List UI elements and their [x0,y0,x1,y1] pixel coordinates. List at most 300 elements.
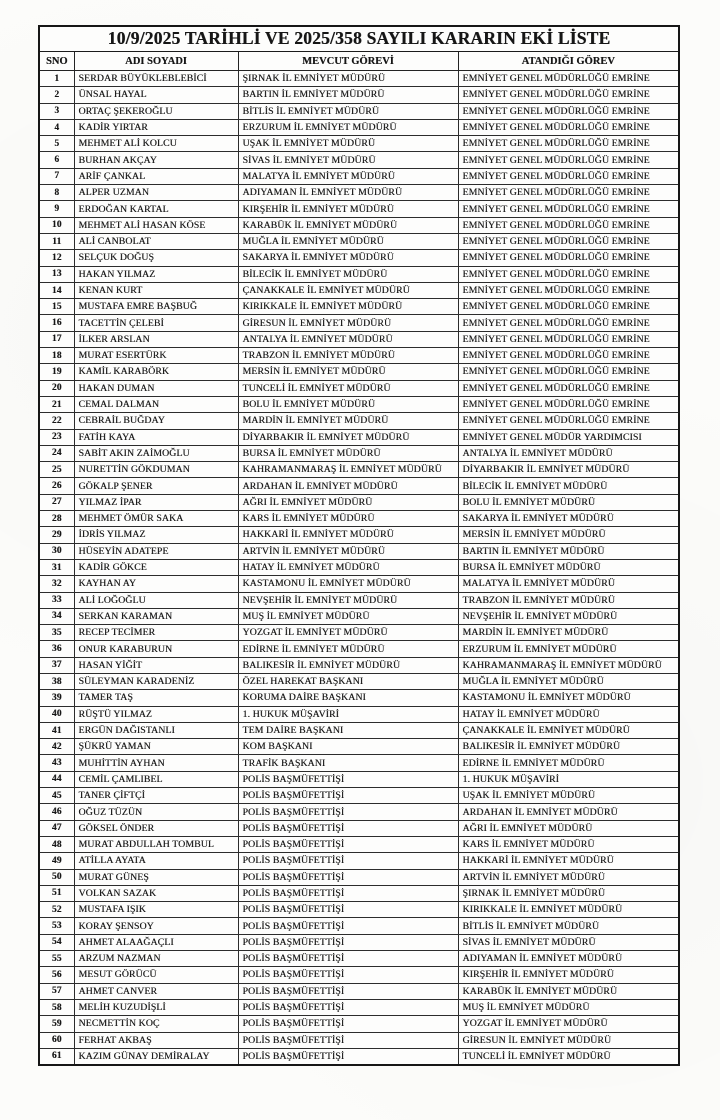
current-duty-cell: ANTALYA İL EMNİYET MÜDÜRÜ [238,331,458,347]
current-duty-cell: MUĞLA İL EMNİYET MÜDÜRÜ [238,233,458,249]
table-row [39,511,679,527]
assigned-duty-cell: EMNİYET GENEL MÜDÜRLÜĞÜ EMRİNE [458,348,679,364]
assigned-duty-cell: EMNİYET GENEL MÜDÜRLÜĞÜ EMRİNE [458,185,679,201]
table-row [39,592,679,608]
person-name-cell: CEMAL DALMAN [74,396,238,412]
row-number-cell: 4 [39,119,74,135]
current-duty-cell: KAHRAMANMARAŞ İL EMNİYET MÜDÜRÜ [238,462,458,478]
assigned-duty-cell: HATAY İL EMNİYET MÜDÜRÜ [458,706,679,722]
table-row [39,657,679,673]
table-row [39,136,679,152]
assigned-duty-cell: 1. HUKUK MÜŞAVİRİ [458,771,679,787]
assigned-duty-cell: ANTALYA İL EMNİYET MÜDÜRÜ [458,445,679,461]
assigned-duty-cell: EMNİYET GENEL MÜDÜRLÜĞÜ EMRİNE [458,413,679,429]
person-name-cell: FATİH KAYA [74,429,238,445]
assigned-duty-cell: EMNİYET GENEL MÜDÜRLÜĞÜ EMRİNE [458,87,679,103]
table-row [39,853,679,869]
table-row [39,934,679,950]
row-number-cell: 53 [39,918,74,934]
row-number-cell: 21 [39,396,74,412]
current-duty-cell: POLİS BAŞMÜFETTİŞİ [238,820,458,836]
table-row [39,103,679,119]
row-number-cell: 5 [39,136,74,152]
assigned-duty-cell: BURSA İL EMNİYET MÜDÜRÜ [458,559,679,575]
assigned-duty-cell: KIRIKKALE İL EMNİYET MÜDÜRÜ [458,902,679,918]
current-duty-cell: BARTIN İL EMNİYET MÜDÜRÜ [238,87,458,103]
assigned-duty-cell: TUNCELİ İL EMNİYET MÜDÜRÜ [458,1048,679,1065]
assigned-duty-cell: ÇANAKKALE İL EMNİYET MÜDÜRÜ [458,722,679,738]
current-duty-cell: NEVŞEHİR İL EMNİYET MÜDÜRÜ [238,592,458,608]
assigned-duty-cell: KASTAMONU İL EMNİYET MÜDÜRÜ [458,690,679,706]
table-row [39,380,679,396]
row-number-cell: 45 [39,788,74,804]
row-number-cell: 39 [39,690,74,706]
table-row [39,999,679,1015]
person-name-cell: SERKAN KARAMAN [74,608,238,624]
row-number-cell: 2 [39,87,74,103]
person-name-cell: NURETTİN GÖKDUMAN [74,462,238,478]
person-name-cell: RÜŞTÜ YILMAZ [74,706,238,722]
current-duty-cell: 1. HUKUK MÜŞAVİRİ [238,706,458,722]
table-row [39,462,679,478]
table-row [39,755,679,771]
table-row [39,527,679,543]
table-row [39,201,679,217]
current-duty-cell: POLİS BAŞMÜFETTİŞİ [238,951,458,967]
current-duty-cell: GİRESUN İL EMNİYET MÜDÜRÜ [238,315,458,331]
table-row [39,119,679,135]
table-row [39,299,679,315]
column-header-sno: SNO [39,52,74,71]
table-row [39,706,679,722]
person-name-cell: AHMET CANVER [74,983,238,999]
current-duty-cell: EDİRNE İL EMNİYET MÜDÜRÜ [238,641,458,657]
table-row [39,918,679,934]
row-number-cell: 17 [39,331,74,347]
table-row [39,331,679,347]
assigned-duty-cell: EMNİYET GENEL MÜDÜRLÜĞÜ EMRİNE [458,152,679,168]
current-duty-cell: SİVAS İL EMNİYET MÜDÜRÜ [238,152,458,168]
table-row [39,885,679,901]
table-row [39,608,679,624]
assigned-duty-cell: MERSİN İL EMNİYET MÜDÜRÜ [458,527,679,543]
current-duty-cell: POLİS BAŞMÜFETTİŞİ [238,804,458,820]
current-duty-cell: ARDAHAN İL EMNİYET MÜDÜRÜ [238,478,458,494]
person-name-cell: ONUR KARABURUN [74,641,238,657]
row-number-cell: 46 [39,804,74,820]
assigned-duty-cell: NEVŞEHİR İL EMNİYET MÜDÜRÜ [458,608,679,624]
assigned-duty-cell: SİVAS İL EMNİYET MÜDÜRÜ [458,934,679,950]
row-number-cell: 18 [39,348,74,364]
table-row [39,1016,679,1032]
row-number-cell: 59 [39,1016,74,1032]
current-duty-cell: BİLECİK İL EMNİYET MÜDÜRÜ [238,266,458,282]
assigned-duty-cell: EMNİYET GENEL MÜDÜRLÜĞÜ EMRİNE [458,315,679,331]
person-name-cell: CEMİL ÇAMLIBEL [74,771,238,787]
person-name-cell: MUHİTTİN AYHAN [74,755,238,771]
person-name-cell: MUSTAFA EMRE BAŞBUĞ [74,299,238,315]
person-name-cell: VOLKAN SAZAK [74,885,238,901]
table-row [39,266,679,282]
person-name-cell: KAYHAN AY [74,576,238,592]
row-number-cell: 11 [39,233,74,249]
row-number-cell: 19 [39,364,74,380]
current-duty-cell: KIRŞEHİR İL EMNİYET MÜDÜRÜ [238,201,458,217]
current-duty-cell: UŞAK İL EMNİYET MÜDÜRÜ [238,136,458,152]
assigned-duty-cell: ADIYAMAN İL EMNİYET MÜDÜRÜ [458,951,679,967]
assigned-duty-cell: KARS İL EMNİYET MÜDÜRÜ [458,836,679,852]
assigned-duty-cell: EMNİYET GENEL MÜDÜRLÜĞÜ EMRİNE [458,266,679,282]
assigned-duty-cell: EMNİYET GENEL MÜDÜRLÜĞÜ EMRİNE [458,396,679,412]
person-name-cell: ERGÜN DAĞISTANLI [74,722,238,738]
row-number-cell: 50 [39,869,74,885]
table-row [39,543,679,559]
row-number-cell: 15 [39,299,74,315]
table-row [39,185,679,201]
table-row [39,820,679,836]
row-number-cell: 58 [39,999,74,1015]
person-name-cell: MURAT GÜNEŞ [74,869,238,885]
current-duty-cell: ADIYAMAN İL EMNİYET MÜDÜRÜ [238,185,458,201]
person-name-cell: NECMETTİN KOÇ [74,1016,238,1032]
assigned-duty-cell: EMNİYET GENEL MÜDÜRLÜĞÜ EMRİNE [458,136,679,152]
table-row [39,836,679,852]
row-number-cell: 7 [39,168,74,184]
table-row [39,478,679,494]
row-number-cell: 31 [39,559,74,575]
current-duty-cell: ŞIRNAK İL EMNİYET MÜDÜRÜ [238,71,458,87]
table-row [39,494,679,510]
table-row [39,771,679,787]
row-number-cell: 35 [39,625,74,641]
current-duty-cell: MARDİN İL EMNİYET MÜDÜRÜ [238,413,458,429]
current-duty-cell: ÖZEL HAREKAT BAŞKANI [238,673,458,689]
row-number-cell: 36 [39,641,74,657]
person-name-cell: ARİF ÇANKAL [74,168,238,184]
person-name-cell: MEHMET ALİ KOLCU [74,136,238,152]
table-row [39,788,679,804]
person-name-cell: ERDOĞAN KARTAL [74,201,238,217]
current-duty-cell: POLİS BAŞMÜFETTİŞİ [238,869,458,885]
current-duty-cell: KARABÜK İL EMNİYET MÜDÜRÜ [238,217,458,233]
row-number-cell: 55 [39,951,74,967]
current-duty-cell: MUŞ İL EMNİYET MÜDÜRÜ [238,608,458,624]
assigned-duty-cell: BİTLİS İL EMNİYET MÜDÜRÜ [458,918,679,934]
person-name-cell: TAMER TAŞ [74,690,238,706]
table-row [39,983,679,999]
current-duty-cell: TUNCELİ İL EMNİYET MÜDÜRÜ [238,380,458,396]
current-duty-cell: YOZGAT İL EMNİYET MÜDÜRÜ [238,625,458,641]
row-number-cell: 25 [39,462,74,478]
assigned-duty-cell: SAKARYA İL EMNİYET MÜDÜRÜ [458,511,679,527]
table-row [39,967,679,983]
row-number-cell: 43 [39,755,74,771]
row-number-cell: 20 [39,380,74,396]
person-name-cell: SABİT AKIN ZAİMOĞLU [74,445,238,461]
person-name-cell: OĞUZ TÜZÜN [74,804,238,820]
assigned-duty-cell: KARABÜK İL EMNİYET MÜDÜRÜ [458,983,679,999]
current-duty-cell: BURSA İL EMNİYET MÜDÜRÜ [238,445,458,461]
current-duty-cell: POLİS BAŞMÜFETTİŞİ [238,1016,458,1032]
table-row [39,559,679,575]
assigned-duty-cell: EMNİYET GENEL MÜDÜRLÜĞÜ EMRİNE [458,103,679,119]
table-row [39,641,679,657]
row-number-cell: 22 [39,413,74,429]
row-number-cell: 23 [39,429,74,445]
row-number-cell: 26 [39,478,74,494]
current-duty-cell: POLİS BAŞMÜFETTİŞİ [238,967,458,983]
row-number-cell: 32 [39,576,74,592]
person-name-cell: GÖKSEL ÖNDER [74,820,238,836]
current-duty-cell: POLİS BAŞMÜFETTİŞİ [238,1048,458,1065]
assigned-duty-cell: KIRŞEHİR İL EMNİYET MÜDÜRÜ [458,967,679,983]
column-header-name: ADI SOYADI [74,52,238,71]
table-row [39,902,679,918]
current-duty-cell: SAKARYA İL EMNİYET MÜDÜRÜ [238,250,458,266]
person-name-cell: KADİR GÖKCE [74,559,238,575]
table-row [39,576,679,592]
person-name-cell: TANER ÇİFTÇİ [74,788,238,804]
document-title: 10/9/2025 TARİHLİ VE 2025/358 SAYILI KARARIN EKİ LİSTE [39,26,679,52]
current-duty-cell: KARS İL EMNİYET MÜDÜRÜ [238,511,458,527]
person-name-cell: YILMAZ İPAR [74,494,238,510]
person-name-cell: MEHMET ALİ HASAN KÖSE [74,217,238,233]
decree-annex-table [38,25,680,1066]
row-number-cell: 42 [39,739,74,755]
row-number-cell: 10 [39,217,74,233]
table-row [39,739,679,755]
person-name-cell: SERDAR BÜYÜKLEBLEBİCİ [74,71,238,87]
person-name-cell: MELİH KUZUDİŞLİ [74,999,238,1015]
assigned-duty-cell: EMNİYET GENEL MÜDÜRLÜĞÜ EMRİNE [458,299,679,315]
person-name-cell: ORTAÇ ŞEKEROĞLU [74,103,238,119]
current-duty-cell: HATAY İL EMNİYET MÜDÜRÜ [238,559,458,575]
person-name-cell: HAKAN YILMAZ [74,266,238,282]
current-duty-cell: KOM BAŞKANI [238,739,458,755]
assigned-duty-cell: HAKKARİ İL EMNİYET MÜDÜRÜ [458,853,679,869]
row-number-cell: 51 [39,885,74,901]
person-name-cell: İLKER ARSLAN [74,331,238,347]
table-row [39,364,679,380]
current-duty-cell: POLİS BAŞMÜFETTİŞİ [238,902,458,918]
row-number-cell: 12 [39,250,74,266]
person-name-cell: CEBRAİL BUĞDAY [74,413,238,429]
person-name-cell: KADİR YIRTAR [74,119,238,135]
assigned-duty-cell: EMNİYET GENEL MÜDÜRLÜĞÜ EMRİNE [458,380,679,396]
person-name-cell: KENAN KURT [74,282,238,298]
person-name-cell: SÜLEYMAN KARADENİZ [74,673,238,689]
table-row [39,71,679,87]
table-row [39,348,679,364]
row-number-cell: 56 [39,967,74,983]
assigned-duty-cell: BOLU İL EMNİYET MÜDÜRÜ [458,494,679,510]
table-row [39,152,679,168]
person-name-cell: TACETTİN ÇELEBİ [74,315,238,331]
person-name-cell: GÖKALP ŞENER [74,478,238,494]
assigned-duty-cell: EMNİYET GENEL MÜDÜRLÜĞÜ EMRİNE [458,364,679,380]
person-name-cell: ARZUM NAZMAN [74,951,238,967]
table-row [39,168,679,184]
current-duty-cell: POLİS BAŞMÜFETTİŞİ [238,885,458,901]
row-number-cell: 33 [39,592,74,608]
assigned-duty-cell: AĞRI İL EMNİYET MÜDÜRÜ [458,820,679,836]
table-row [39,445,679,461]
person-name-cell: BURHAN AKÇAY [74,152,238,168]
person-name-cell: ALİ LOĞOĞLU [74,592,238,608]
row-number-cell: 1 [39,71,74,87]
person-name-cell: İDRİS YILMAZ [74,527,238,543]
row-number-cell: 38 [39,673,74,689]
assigned-duty-cell: EMNİYET GENEL MÜDÜR YARDIMCISI [458,429,679,445]
table-title-row [39,26,679,52]
person-name-cell: KORAY ŞENSOY [74,918,238,934]
current-duty-cell: BALIKESİR İL EMNİYET MÜDÜRÜ [238,657,458,673]
assigned-duty-cell: EMNİYET GENEL MÜDÜRLÜĞÜ EMRİNE [458,217,679,233]
person-name-cell: ATİLLA AYATA [74,853,238,869]
table-row [39,233,679,249]
assigned-duty-cell: KAHRAMANMARAŞ İL EMNİYET MÜDÜRÜ [458,657,679,673]
row-number-cell: 30 [39,543,74,559]
assigned-duty-cell: EMNİYET GENEL MÜDÜRLÜĞÜ EMRİNE [458,168,679,184]
row-number-cell: 14 [39,282,74,298]
row-number-cell: 48 [39,836,74,852]
table-row [39,413,679,429]
assigned-duty-cell: ARTVİN İL EMNİYET MÜDÜRÜ [458,869,679,885]
person-name-cell: MUSTAFA IŞIK [74,902,238,918]
row-number-cell: 54 [39,934,74,950]
assigned-duty-cell: ARDAHAN İL EMNİYET MÜDÜRÜ [458,804,679,820]
current-duty-cell: ÇANAKKALE İL EMNİYET MÜDÜRÜ [238,282,458,298]
row-number-cell: 3 [39,103,74,119]
current-duty-cell: POLİS BAŞMÜFETTİŞİ [238,853,458,869]
current-duty-cell: AĞRI İL EMNİYET MÜDÜRÜ [238,494,458,510]
row-number-cell: 28 [39,511,74,527]
table-row [39,396,679,412]
table-row [39,1048,679,1065]
table-row [39,722,679,738]
current-duty-cell: TRABZON İL EMNİYET MÜDÜRÜ [238,348,458,364]
current-duty-cell: KORUMA DAİRE BAŞKANI [238,690,458,706]
row-number-cell: 49 [39,853,74,869]
row-number-cell: 37 [39,657,74,673]
table-row [39,869,679,885]
assigned-duty-cell: EMNİYET GENEL MÜDÜRLÜĞÜ EMRİNE [458,331,679,347]
current-duty-cell: KIRIKKALE İL EMNİYET MÜDÜRÜ [238,299,458,315]
assigned-duty-cell: BALIKESİR İL EMNİYET MÜDÜRÜ [458,739,679,755]
current-duty-cell: ARTVİN İL EMNİYET MÜDÜRÜ [238,543,458,559]
person-name-cell: HÜSEYİN ADATEPE [74,543,238,559]
assigned-duty-cell: EMNİYET GENEL MÜDÜRLÜĞÜ EMRİNE [458,201,679,217]
assigned-duty-cell: EDİRNE İL EMNİYET MÜDÜRÜ [458,755,679,771]
current-duty-cell: TRAFİK BAŞKANI [238,755,458,771]
person-name-cell: ALPER UZMAN [74,185,238,201]
row-number-cell: 13 [39,266,74,282]
person-name-cell: RECEP TECİMER [74,625,238,641]
person-name-cell: ALİ CANBOLAT [74,233,238,249]
row-number-cell: 40 [39,706,74,722]
assigned-duty-cell: YOZGAT İL EMNİYET MÜDÜRÜ [458,1016,679,1032]
column-header-assigned-duty: ATANDIĞI GÖREV [458,52,679,71]
current-duty-cell: MALATYA İL EMNİYET MÜDÜRÜ [238,168,458,184]
assigned-duty-cell: ERZURUM İL EMNİYET MÜDÜRÜ [458,641,679,657]
current-duty-cell: POLİS BAŞMÜFETTİŞİ [238,918,458,934]
table-row [39,429,679,445]
assigned-duty-cell: MALATYA İL EMNİYET MÜDÜRÜ [458,576,679,592]
row-number-cell: 16 [39,315,74,331]
current-duty-cell: POLİS BAŞMÜFETTİŞİ [238,788,458,804]
assigned-duty-cell: EMNİYET GENEL MÜDÜRLÜĞÜ EMRİNE [458,119,679,135]
table-row [39,673,679,689]
current-duty-cell: POLİS BAŞMÜFETTİŞİ [238,1032,458,1048]
row-number-cell: 44 [39,771,74,787]
table-body [39,71,679,1066]
current-duty-cell: HAKKARİ İL EMNİYET MÜDÜRÜ [238,527,458,543]
current-duty-cell: POLİS BAŞMÜFETTİŞİ [238,983,458,999]
assigned-duty-cell: BİLECİK İL EMNİYET MÜDÜRÜ [458,478,679,494]
person-name-cell: HASAN YİĞİT [74,657,238,673]
table-row [39,804,679,820]
person-name-cell: HAKAN DUMAN [74,380,238,396]
person-name-cell: MEHMET ÖMÜR SAKA [74,511,238,527]
current-duty-cell: DİYARBAKIR İL EMNİYET MÜDÜRÜ [238,429,458,445]
assigned-duty-cell: UŞAK İL EMNİYET MÜDÜRÜ [458,788,679,804]
table-row [39,1032,679,1048]
current-duty-cell: TEM DAİRE BAŞKANI [238,722,458,738]
assigned-duty-cell: MARDİN İL EMNİYET MÜDÜRÜ [458,625,679,641]
row-number-cell: 57 [39,983,74,999]
assigned-duty-cell: DİYARBAKIR İL EMNİYET MÜDÜRÜ [458,462,679,478]
assigned-duty-cell: EMNİYET GENEL MÜDÜRLÜĞÜ EMRİNE [458,282,679,298]
table-row [39,87,679,103]
current-duty-cell: BOLU İL EMNİYET MÜDÜRÜ [238,396,458,412]
person-name-cell: MURAT ESERTÜRK [74,348,238,364]
table-row [39,951,679,967]
assigned-duty-cell: MUŞ İL EMNİYET MÜDÜRÜ [458,999,679,1015]
person-name-cell: KAZIM GÜNAY DEMİRALAY [74,1048,238,1065]
current-duty-cell: POLİS BAŞMÜFETTİŞİ [238,836,458,852]
table-header-row [39,52,679,71]
person-name-cell: ŞÜKRÜ YAMAN [74,739,238,755]
current-duty-cell: ERZURUM İL EMNİYET MÜDÜRÜ [238,119,458,135]
table-row [39,625,679,641]
current-duty-cell: MERSİN İL EMNİYET MÜDÜRÜ [238,364,458,380]
table-row [39,250,679,266]
assigned-duty-cell: ŞIRNAK İL EMNİYET MÜDÜRÜ [458,885,679,901]
assigned-duty-cell: EMNİYET GENEL MÜDÜRLÜĞÜ EMRİNE [458,71,679,87]
person-name-cell: MURAT ABDULLAH TOMBUL [74,836,238,852]
row-number-cell: 60 [39,1032,74,1048]
current-duty-cell: POLİS BAŞMÜFETTİŞİ [238,999,458,1015]
row-number-cell: 6 [39,152,74,168]
person-name-cell: MESUT GÖRÜCÜ [74,967,238,983]
person-name-cell: SELÇUK DOĞUŞ [74,250,238,266]
row-number-cell: 52 [39,902,74,918]
row-number-cell: 29 [39,527,74,543]
assigned-duty-cell: GİRESUN İL EMNİYET MÜDÜRÜ [458,1032,679,1048]
current-duty-cell: KASTAMONU İL EMNİYET MÜDÜRÜ [238,576,458,592]
assigned-duty-cell: TRABZON İL EMNİYET MÜDÜRÜ [458,592,679,608]
row-number-cell: 9 [39,201,74,217]
assigned-duty-cell: MUĞLA İL EMNİYET MÜDÜRÜ [458,673,679,689]
current-duty-cell: POLİS BAŞMÜFETTİŞİ [238,934,458,950]
row-number-cell: 27 [39,494,74,510]
row-number-cell: 61 [39,1048,74,1065]
table-row [39,690,679,706]
row-number-cell: 34 [39,608,74,624]
person-name-cell: KAMİL KARABÖRK [74,364,238,380]
row-number-cell: 8 [39,185,74,201]
column-header-current-duty: MEVCUT GÖREVİ [238,52,458,71]
